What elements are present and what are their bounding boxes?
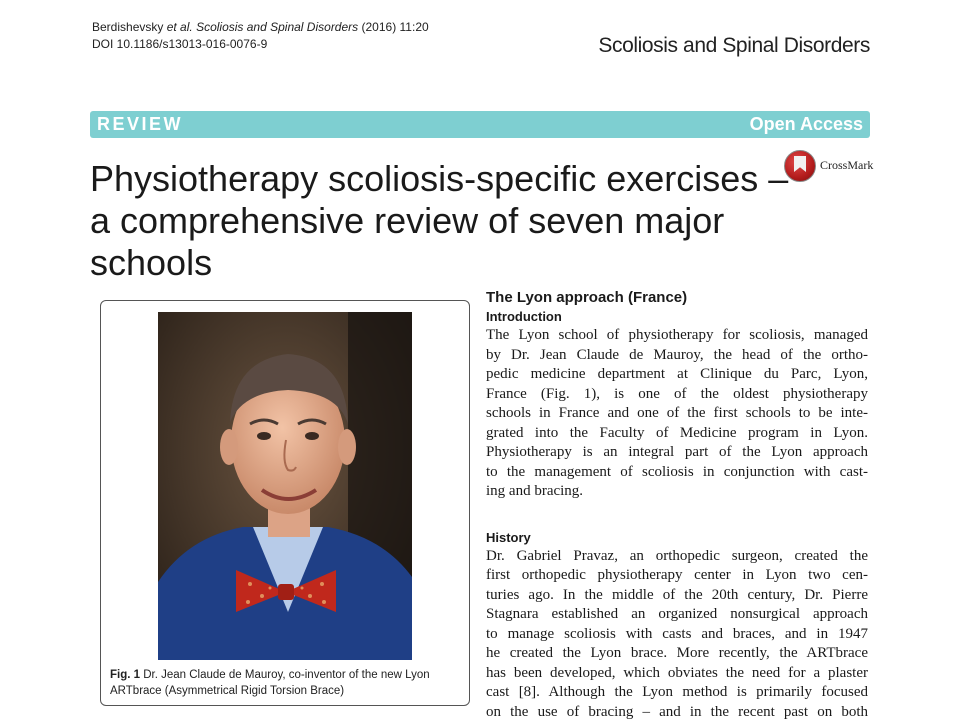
text-line: first orthopedic physiotherapy center in Lyon two cen- xyxy=(486,566,868,586)
text-line: to manage scoliosis with casts and braces, and in 1947 xyxy=(486,625,868,645)
journal-name[interactable]: Scoliosis and Spinal Disorders xyxy=(598,34,870,58)
citation-line xyxy=(92,19,429,36)
article-type-label: REVIEW xyxy=(97,114,183,135)
history-paragraph xyxy=(486,547,868,722)
text-line: ing and bracing. xyxy=(486,482,868,502)
article-type-banner xyxy=(90,111,870,138)
citation-authors: Berdishevsky xyxy=(92,20,163,34)
figure-1-caption xyxy=(110,667,460,699)
citation-etal: et al. xyxy=(167,20,193,34)
citation xyxy=(92,19,429,53)
text-line: turies ago. In the middle of the 20th century, Dr. Pierre xyxy=(486,586,868,606)
history-heading: History xyxy=(486,529,868,547)
citation-journal: Scoliosis and Spinal Disorders xyxy=(196,20,358,34)
figure-1-label: Fig. 1 xyxy=(110,669,140,681)
text-line: France (Fig. 1), is one of the oldest physiotherapy xyxy=(486,385,868,405)
section-heading: The Lyon approach (France) xyxy=(486,288,868,308)
figure-1-caption-text: Dr. Jean Claude de Mauroy, co-inventor of the new Lyon ARTbrace (Asymmetrical Rigid Torsion Brace) xyxy=(110,669,430,697)
text-line: Dr. Gabriel Pravaz, an orthopedic surgeon, created the xyxy=(486,547,868,567)
text-line: Stagnara established an organized nonsurgical approach xyxy=(486,605,868,625)
introduction-paragraph xyxy=(486,326,868,502)
text-line: schools in France and one of the first schools to be inte- xyxy=(486,404,868,424)
text-line: has been developed, which obviates the need for a plaster xyxy=(486,664,868,684)
open-access-label[interactable]: Open Access xyxy=(750,114,863,135)
text-line: grated into the Faculty of Medicine program in Lyon. xyxy=(486,424,868,444)
portrait-illustration xyxy=(158,312,412,660)
text-line: Physiotherapy is an integral part of the Lyon approach xyxy=(486,443,868,463)
figure-1 xyxy=(100,300,470,706)
introduction-heading: Introduction xyxy=(486,308,868,326)
text-line: to the management of scoliosis in conjunction with cast- xyxy=(486,463,868,483)
text-line: cast [8]. Although the Lyon method is primarily focused xyxy=(486,683,868,703)
crossmark-label: CrossMark xyxy=(820,158,873,173)
text-line: The Lyon school of physiotherapy for scoliosis, managed xyxy=(486,326,868,346)
text-line: on the use of bracing – and in the recent past on both xyxy=(486,703,868,722)
body-text-column xyxy=(486,288,868,722)
article-title: Physiotherapy scoliosis-specific exercises – a comprehensive review of seven major schools xyxy=(90,158,790,284)
figure-1-photo[interactable] xyxy=(158,312,412,660)
text-line: pedic medicine department at Clinique du Parc, Lyon, xyxy=(486,365,868,385)
text-line: by Dr. Jean Claude de Mauroy, the head of the ortho- xyxy=(486,346,868,366)
crossmark-badge[interactable] xyxy=(784,150,874,182)
citation-year-volume: (2016) 11:20 xyxy=(362,20,429,34)
citation-doi[interactable]: DOI 10.1186/s13013-016-0076-9 xyxy=(92,36,429,53)
text-line: he created the Lyon brace. More recently, the ARTbrace xyxy=(486,644,868,664)
